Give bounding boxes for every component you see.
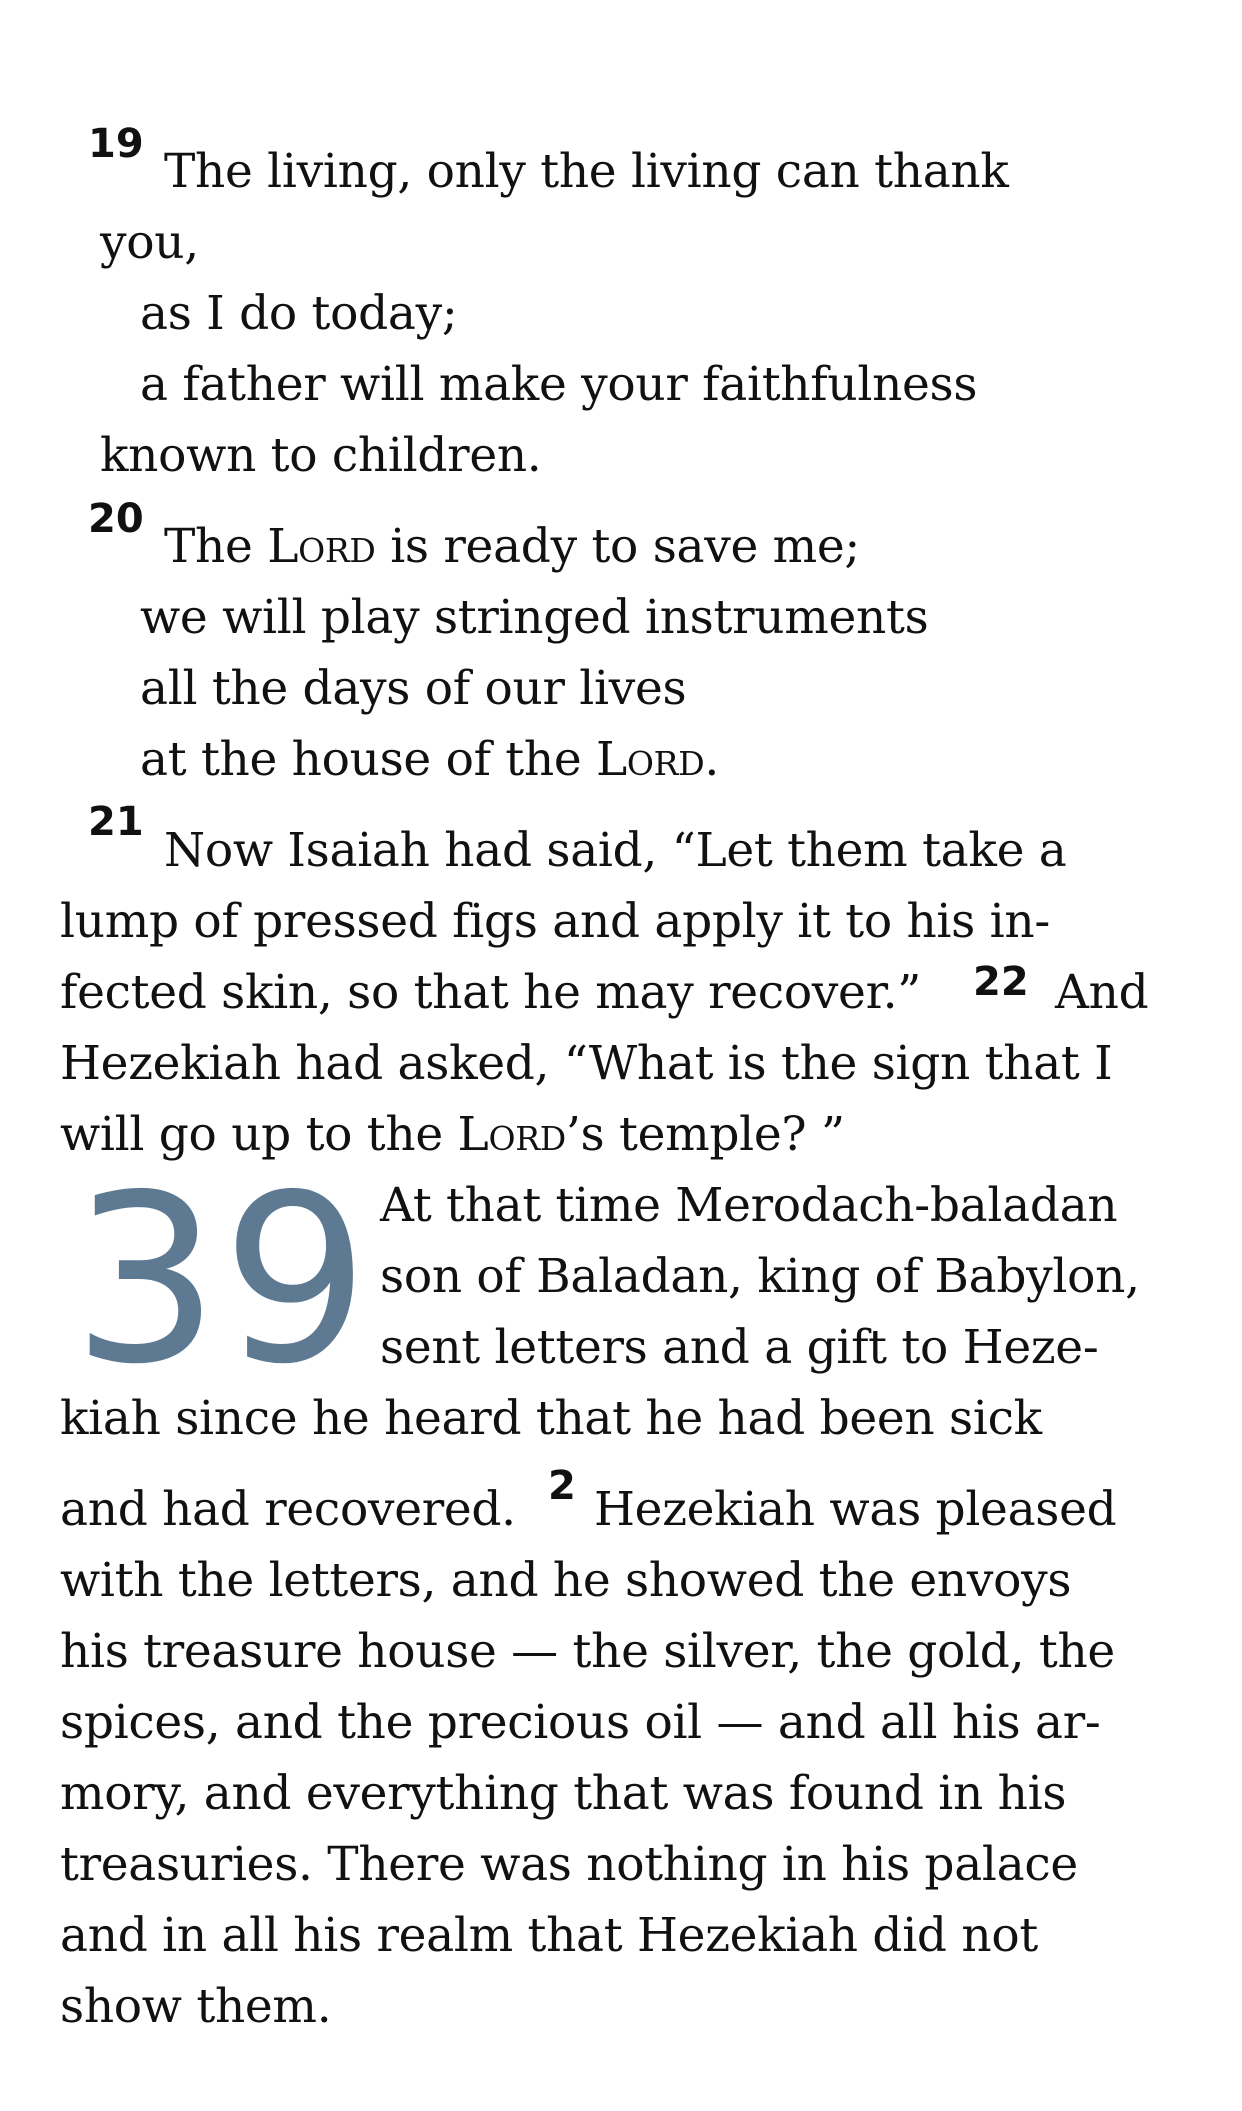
verse-number-22: 22 <box>973 959 1029 1005</box>
chapter-39-line-5: and had recovered. <box>60 1482 516 1537</box>
verse-19-line-5: known to children. <box>100 428 542 483</box>
verse-20-line-1-start: The <box>164 519 268 574</box>
verse-19-line-2: you, <box>100 215 199 270</box>
verse-19-line-3: as I do today; <box>140 286 458 341</box>
verse-number-19: 19 <box>88 121 144 167</box>
divine-name-lord: Lord <box>457 1107 566 1162</box>
verse-2-line-6: treasuries. There was nothing in his palace <box>60 1837 1078 1892</box>
verse-number-21: 21 <box>88 799 144 845</box>
verse-2-line-2: with the letters, and he showed the envoys <box>60 1553 1072 1608</box>
verse-22-line-3-start: will go up to the <box>60 1107 458 1162</box>
verse-20-line-4-start: at the house of the <box>140 732 597 787</box>
verse-2-line-5: mory, and everything that was found in his <box>60 1766 1067 1821</box>
verse-22-line-3-end: ’s temple? ” <box>565 1107 845 1162</box>
verse-2-line-7: and in all his realm that Hezekiah did not <box>60 1908 1038 1963</box>
verse-2-line-1: Hezekiah was pleased <box>594 1482 1117 1537</box>
chapter-39-line-4: kiah since he heard that he had been sick <box>60 1391 1042 1446</box>
verse-2-line-8: show them. <box>60 1979 332 2034</box>
chapter-39-line-1: At that time Merodach-baladan <box>380 1178 1118 1233</box>
verse-20-line-4-end: . <box>704 732 720 787</box>
verse-22-line-1: And <box>1055 965 1149 1020</box>
verse-number-2: 2 <box>548 1463 576 1509</box>
chapter-39-line-3: sent letters and a gift to Heze- <box>380 1320 1099 1375</box>
verse-21-line-2: lump of pressed figs and apply it to his in- <box>60 894 1050 949</box>
verse-20-line-2: we will play stringed instruments <box>140 590 929 645</box>
verse-21-line-3: fected skin, so that he may recover.” <box>60 965 921 1020</box>
verse-2-line-3: his treasure house — the silver, the gold, the <box>60 1624 1115 1679</box>
verse-number-20: 20 <box>88 496 144 542</box>
verse-19-line-1: The living, only the living can thank <box>164 144 1009 199</box>
verse-20-line-1 <box>164 517 860 577</box>
verse-20-line-1-end: is ready to save me; <box>375 519 860 574</box>
verse-21-line-1: Now Isaiah had said, “Let them take a <box>164 823 1067 878</box>
verse-19-line-4: a father will make your faithfulness <box>140 357 978 412</box>
verse-22-line-2: Hezekiah had asked, “What is the sign that I <box>60 1036 1113 1091</box>
verse-20-line-3: all the days of our lives <box>140 661 687 716</box>
divine-name-lord: Lord <box>267 519 376 574</box>
chapter-39-line-2: son of Baladan, king of Babylon, <box>380 1249 1140 1304</box>
verse-2-line-4: spices, and the precious oil — and all his ar- <box>60 1695 1101 1750</box>
divine-name-lord: Lord <box>596 732 705 787</box>
chapter-number-39: 39 <box>72 1145 372 1415</box>
verse-20-line-4 <box>140 730 719 790</box>
